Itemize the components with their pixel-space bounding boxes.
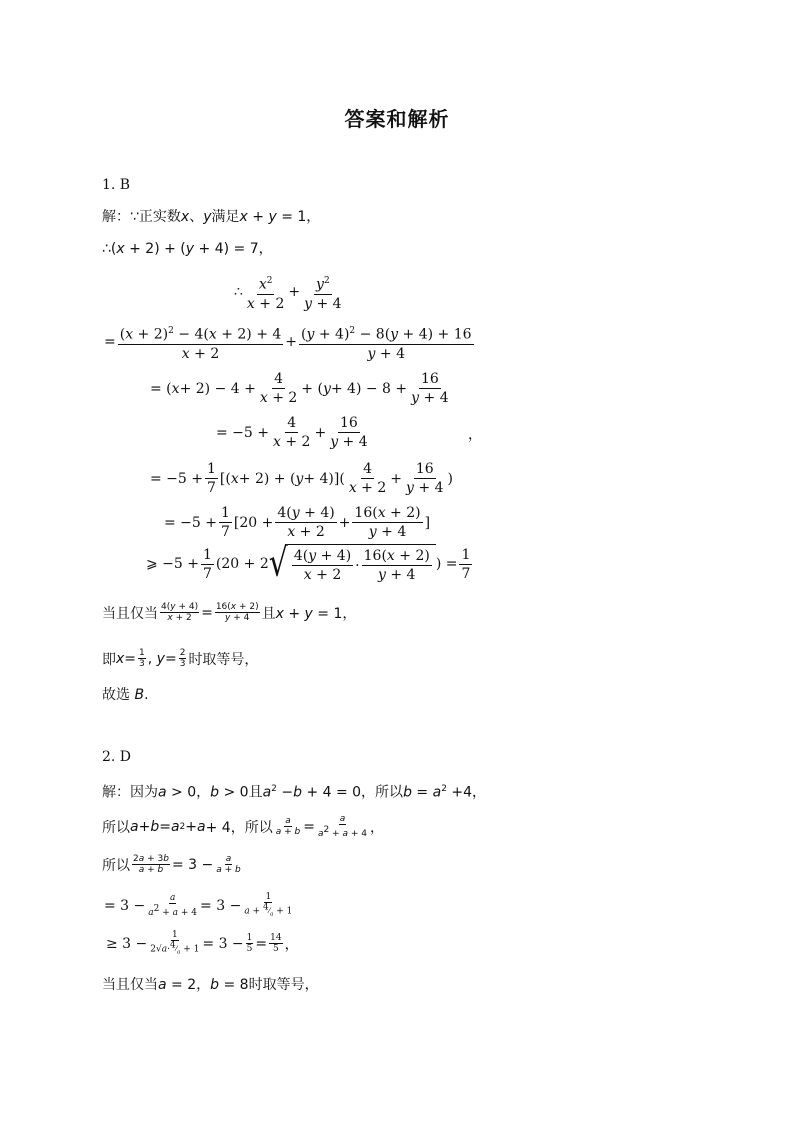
q1-eq-line5: = −5 + $\frac{1}{7}$ [( x + 2) + ( y + 4)]( $\frac{4}{x + 2}$ + $\frac{16}{y + 4}$ ) — [150, 461, 453, 496]
q1-given: 解：∵正实数x、y满足x + y = 1， — [102, 209, 321, 225]
q1-comma: ， — [468, 427, 482, 443]
q1-eq-line4: = −5 + $\frac{4}{x + 2}$ + $\frac{16}{y + 4}$ — [216, 415, 368, 450]
q2-step4: ≥ 3 − 1 $2√a\cdot^4⁄_a + 1$ = 3 − 1 5 = 14 5 ， — [106, 930, 299, 956]
q2-given: 解：因为a > 0，b > 0且$a^2 -b + 4 = 0$，所以$b = a^2 +4$， — [102, 784, 487, 801]
q1-result: 即 x = 1 3 , y = 2 3 时取等号， — [102, 648, 259, 669]
q1-equality-condition: 当且仅当 4(y + 4) x + 2 = 16(x + 2) y + 4 且x + y = 1， — [102, 602, 357, 623]
q1-eq-line7: ⩾ −5 + $\frac{1}{7}$ (20 + 2 √ $\frac{4(y + 4)}{x + 2}$ · $\frac{16(x + 2)}{y + 4}$ ) = $\frac{1}{7}$ — [146, 540, 471, 587]
q2-step2: 所以 2a + 3b a + b = 3 − a a + b — [102, 854, 241, 875]
q1-conclusion: 故选 B. — [102, 687, 149, 703]
q1-eq-line1: ∴ $\frac{x^2}{x + 2}$ + $\frac{y^2}{y + 4}$ — [234, 272, 346, 313]
q1-eq-line3: = ( x + 2) − 4 + $\frac{4}{x + 2}$ + ( y + 4) − 8 + $\frac{16}{y + 4}$ — [150, 371, 449, 406]
page-title: 答案和解析 — [344, 107, 450, 131]
q1-eq-line2: = $\frac{(x + 2)^2 - 4(x + 2) + 4}{x + 2}$ + $\frac{(y + 4)^2 - 8(y + 4) + 16}{y + 4}$ — [104, 322, 476, 363]
q1-answer: 1. B — [102, 177, 131, 193]
q2-answer: 2. D — [102, 749, 132, 765]
q2-equality: 当且仅当a = 2，b = 8时取等号， — [102, 977, 319, 993]
q1-eq-line6: = −5 + $\frac{1}{7}$ [20 + $\frac{4(y + 4)}{x + 2}$ + $\frac{16(x + 2)}{y + 4}$ ] — [164, 505, 431, 540]
q1-step1: ∴(x + 2) + (y + 4) = 7， — [102, 241, 273, 257]
q2-step3: = 3 − a $a^2 + a + 4$ = 3 − 1 $a + ^4⁄_a + 1$ — [104, 892, 293, 919]
q2-step1: 所以 a + b = a 2 + a + 4，所以 a a + b = a $a^2 + a + 4$ ， — [102, 814, 384, 839]
